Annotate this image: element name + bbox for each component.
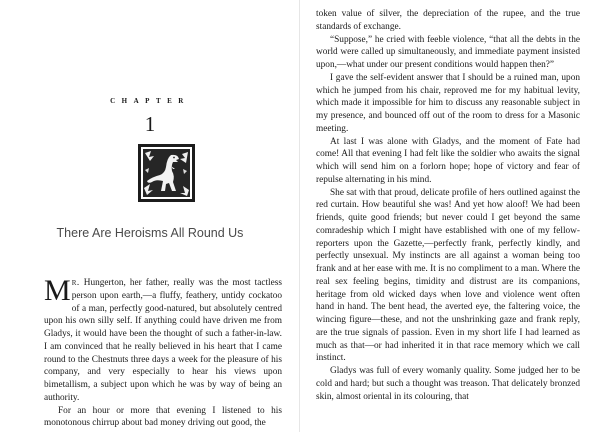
paragraph: “Suppose,” he cried with feeble violence, “that all the debts in the world were called up simultaneously, and immediate payment insisted upon,—what under our present conditions would happen then?” (316, 34, 580, 70)
chapter-title: There Are Heroisms All Round Us (56, 226, 244, 240)
first-word: r. (71, 278, 80, 288)
paragraph (44, 274, 282, 405)
right-page (300, 0, 600, 432)
left-body-text (44, 274, 282, 430)
chapter-number: 1 (144, 112, 156, 136)
paragraph: She sat with that proud, delicate profile of hers outlined against the red curtain. How beautiful she was! And yet how aloof! We had been friends, quite good friends; but never could I get beyond the same comradeship which I might have established with one of my fellow-reporters upon the Gazette,—perfectly frank, perfectly kindly, and perfectly unsexual. My instincts are all against a woman being too frank and at her ease with me. It is no compliment to a man. Where the real sex feeling begins, timidity and distrust are its companions, heritage from old wicked days when love and violence went often hand in hand. The bent head, the averted eye, the faltering voice, the wincing figure—these, and not the unshrinking gaze and frank reply, are the true signals of passion. Even in my short life I had learned as much as that—or had inherited it in that race memory which we call instinct. (316, 187, 580, 364)
right-body-text (316, 8, 580, 403)
paragraph: For an hour or more that evening I listened to his monotonous chirrup about bad money driving out good, the (44, 405, 282, 429)
chapter-label: CHAPTER (110, 97, 190, 105)
dinosaur-woodcut-icon (138, 144, 195, 202)
paragraph-text: Hungerton, her father, really was the most tactless person upon earth,—a fluffy, feathery, untidy cockatoo of a man, perfectly good-natured, but absolutely centred upon his own silly self. If anything could have driven me from Gladys, it would have been the thought of such a father-in-law. I am convinced that he really believed in his heart that I came round to the Chestnuts three days a week for the pleasure of his company, and very especially to hear his views upon bimetallism, a subject upon which he was by way of being an authority. (44, 278, 282, 403)
paragraph: token value of silver, the depreciation of the rupee, and the true standards of exchange. (316, 9, 580, 32)
drop-cap: M (44, 274, 71, 307)
paragraph: Gladys was full of every womanly quality. Some judged her to be cold and hard; but such a thought was treason. That delicately bronzed skin, almost oriental in its colouring, that (316, 366, 580, 402)
paragraph: I gave the self-evident answer that I should be a ruined man, upon which he jumped from his chair, reproved me for my habitual levity, which made it impossible for him to discuss any reasonable subject in my presence, and bounced off out of the room to dress for a Masonic meeting. (316, 72, 580, 134)
paragraph: At last I was alone with Gladys, and the moment of Fate had come! All that evening I had felt like the soldier who awaits the signal which will send him on a forlorn hope; hope of victory and fear of repulse alternating in his mind. (316, 136, 580, 185)
